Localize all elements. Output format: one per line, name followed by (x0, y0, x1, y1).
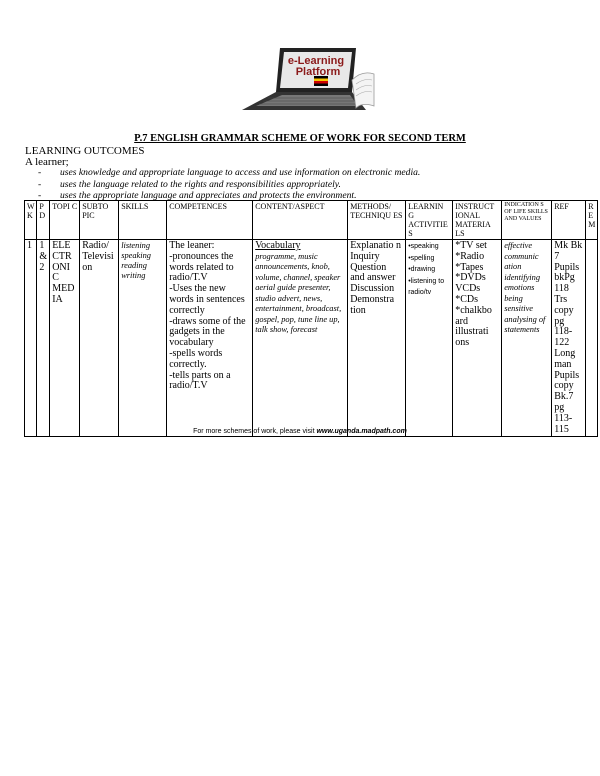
footer-text: For more schemes of work, please visit (193, 428, 315, 435)
activity-item: •speaking (408, 243, 439, 250)
header-competences: COMPETENCES (167, 201, 253, 240)
cell-topic: ELE CTR ONI C MED IA (50, 240, 80, 437)
learning-outcomes-list (38, 167, 420, 202)
cell-week: 1 (25, 240, 37, 437)
learning-outcomes-intro: A learner; (25, 156, 69, 168)
cell-remarks (586, 240, 598, 437)
competence-item: -Uses the new words in sentences correctly (169, 283, 245, 316)
learning-outcomes-heading: LEARNING OUTCOMES (25, 145, 145, 157)
material-item: *DVDs VCDs (455, 272, 486, 295)
content-body: programme, music announcements, knob, volume, channel, speaker aerial guide presenter, studio advert, news, entertainment, broadcast, gospel, pop, tune line up, talk show, forecast (255, 251, 342, 335)
header-skills: SKILLS (119, 201, 167, 240)
cell-ref: Mk Bk 7 Pupils bkPg 118 Trs copy pg 118-122 Long man Pupils copy Bk.7 pg 113-115 (552, 240, 586, 437)
scheme-of-work-table (24, 200, 598, 437)
logo-text-line1: e-Learning (287, 55, 345, 67)
cell-period: 1 & 2 (37, 240, 50, 437)
header-week: W K (25, 201, 37, 240)
header-topic: TOPI C (50, 201, 80, 240)
cell-content (253, 240, 348, 437)
skill-item: reading (121, 261, 147, 270)
material-item: *Radio (455, 250, 485, 262)
skill-item: listening (121, 241, 151, 250)
table-row (25, 240, 598, 437)
skill-item: writing (121, 271, 146, 280)
competence-item: The leaner: (169, 240, 215, 251)
competence-item: -draws some of the gadgets in the vocabulary (169, 315, 246, 349)
cell-subtopic: Radio/ Televisi on (80, 240, 119, 437)
skill-item: speaking (121, 251, 151, 260)
material-item: *Tapes (455, 261, 484, 273)
header-ref: REF (552, 201, 586, 240)
header-activities: LEARNIN G ACTIVITIE S (406, 201, 453, 240)
competence-item: -tells parts on a radio/T.V (169, 369, 231, 392)
footer-link[interactable]: www.uganda.madpath.com (316, 428, 407, 435)
cell-methods: Explanatio n Inquiry Question and answer Discussion Demonstra tion (348, 240, 406, 437)
learning-outcome-item: - uses knowledge and appropriate language to access and use information on electronic media. (38, 167, 421, 178)
header-indicators: INDICATION S OF LIFE SKILLS AND VALUES (502, 201, 552, 240)
header-subtopic: SUBTO PIC (80, 201, 119, 240)
material-item: *TV set (455, 240, 487, 251)
header-materials: INSTRUCT IONAL MATERIA LS (453, 201, 502, 240)
material-item: *chalkbo ard illustrati ons (455, 304, 492, 349)
header-methods: METHODS/ TECHNIQU ES (348, 201, 406, 240)
page-title: P.7 ENGLISH GRAMMAR SCHEME OF WORK FOR SECOND TERM (134, 133, 466, 144)
header-content: CONTENT/ASPECT (253, 201, 348, 240)
cell-materials (453, 240, 502, 437)
learning-outcome-item: - uses the appropriate language and appreciates and protects the environment. (38, 190, 357, 201)
cell-activities (406, 240, 453, 437)
material-item: *CDs (455, 293, 478, 305)
logo-text-line2: Platform (295, 66, 341, 78)
table-header-row (25, 201, 598, 240)
content-title: Vocabulary (255, 240, 301, 251)
activity-item: •listening to radio/tv (408, 277, 445, 296)
activity-item: •drawing (408, 266, 436, 273)
cell-competences (167, 240, 253, 437)
competence-item: -spells words correctly. (169, 347, 223, 370)
cell-indicators: effective communic ation identifying emotions being sensitive analysing of statements (502, 240, 552, 437)
learning-outcome-item: - uses the language related to the rights and responsibilities appropriately. (38, 178, 341, 190)
footer-note (0, 428, 600, 435)
header-remarks: R E M (586, 201, 598, 240)
cell-skills (119, 240, 167, 437)
activity-item: •spelling (408, 254, 435, 262)
header-period: P D (37, 201, 50, 240)
elearning-platform-logo (238, 40, 376, 118)
competence-item: -pronounces the words related to radio/T.V (169, 250, 234, 284)
